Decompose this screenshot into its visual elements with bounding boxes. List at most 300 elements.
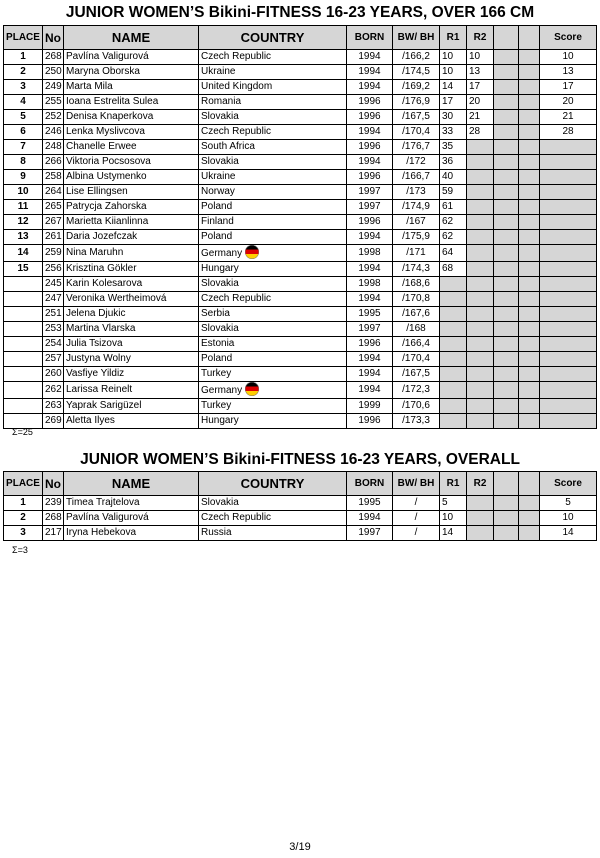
bw-cell-text: /168,6 — [402, 278, 430, 289]
bw-cell-text: /172 — [406, 156, 426, 167]
place-cell-text: 1 — [20, 497, 26, 508]
born-cell — [347, 352, 393, 367]
place-cell — [4, 110, 43, 125]
empty-cell — [519, 337, 540, 352]
born-cell — [347, 125, 393, 140]
r1-cell — [440, 50, 467, 65]
bw-cell — [393, 230, 440, 245]
score-cell — [540, 245, 597, 262]
section1-total: Σ=25 — [12, 427, 33, 437]
born-cell-text: 1996 — [358, 96, 381, 107]
bw-cell-text: /170,4 — [402, 126, 430, 137]
name-cell-text: Marta Mila — [66, 81, 113, 92]
empty-cell — [519, 511, 540, 526]
born-cell-text: 1994 — [358, 368, 381, 379]
score-cell-text: 21 — [562, 111, 574, 122]
score-cell — [540, 65, 597, 80]
country-cell — [199, 65, 347, 80]
bw-cell-text: /169,2 — [402, 81, 430, 92]
empty-cell — [519, 367, 540, 382]
country-cell-text: Serbia — [201, 308, 230, 319]
r1-cell-text: 61 — [442, 201, 454, 212]
bw-cell — [393, 399, 440, 414]
score-cell — [540, 511, 597, 526]
number-cell-text: 264 — [45, 186, 62, 197]
bw-cell-text: /167 — [406, 216, 426, 227]
place-cell — [4, 262, 43, 277]
header-country: COUNTRY — [199, 472, 347, 496]
number-cell-text: 246 — [45, 126, 62, 137]
empty-cell — [494, 50, 519, 65]
r2-cell — [467, 414, 494, 429]
number-cell — [43, 95, 64, 110]
bw-cell — [393, 277, 440, 292]
r1-cell — [440, 496, 467, 511]
page-number: 3/19 — [289, 841, 311, 853]
r2-cell — [467, 185, 494, 200]
number-cell-text: 257 — [45, 353, 62, 364]
number-cell-text: 239 — [45, 497, 62, 508]
score-cell — [540, 337, 597, 352]
header-born: BORN — [347, 26, 393, 50]
born-cell — [347, 230, 393, 245]
empty-cell — [519, 352, 540, 367]
r1-cell — [440, 155, 467, 170]
r2-cell — [467, 170, 494, 185]
name-cell — [64, 65, 199, 80]
born-cell-text: 1994 — [358, 66, 381, 77]
r2-cell-text: 17 — [469, 81, 481, 92]
place-cell — [4, 337, 43, 352]
score-cell — [540, 526, 597, 541]
r1-cell-text: 5 — [442, 497, 448, 508]
country-cell-text: Slovakia — [201, 156, 239, 167]
empty-cell — [494, 185, 519, 200]
number-cell-text: 255 — [45, 96, 62, 107]
name-cell — [64, 292, 199, 307]
name-cell — [64, 307, 199, 322]
r1-cell — [440, 337, 467, 352]
score-cell — [540, 292, 597, 307]
r1-cell — [440, 307, 467, 322]
score-cell — [540, 215, 597, 230]
place-cell-text: 4 — [20, 96, 26, 107]
r1-cell — [440, 367, 467, 382]
name-cell-text: Daria Jozefczak — [66, 231, 138, 242]
number-cell — [43, 337, 64, 352]
table-row — [4, 170, 597, 185]
bw-cell-text: /174,5 — [402, 66, 430, 77]
empty-cell — [494, 526, 519, 541]
bw-cell — [393, 125, 440, 140]
r1-cell — [440, 292, 467, 307]
number-cell-text: 268 — [45, 512, 62, 523]
name-cell — [64, 50, 199, 65]
r1-cell — [440, 110, 467, 125]
country-cell — [199, 511, 347, 526]
score-cell-text: 5 — [565, 497, 571, 508]
bw-cell-text: /176,9 — [402, 96, 430, 107]
empty-cell — [519, 155, 540, 170]
number-cell — [43, 277, 64, 292]
empty-cell — [519, 526, 540, 541]
born-cell-text: 1997 — [358, 186, 381, 197]
name-cell — [64, 140, 199, 155]
name-cell — [64, 277, 199, 292]
name-cell-text: Jelena Djukic — [66, 308, 126, 319]
bw-cell — [393, 367, 440, 382]
header-no: No — [43, 26, 64, 50]
country-cell — [199, 215, 347, 230]
empty-cell — [494, 245, 519, 262]
country-cell — [199, 337, 347, 352]
r2-cell — [467, 65, 494, 80]
name-cell — [64, 399, 199, 414]
bw-cell — [393, 245, 440, 262]
number-cell-text: 262 — [45, 384, 62, 395]
table-row — [4, 277, 597, 292]
bw-cell-text: /176,7 — [402, 141, 430, 152]
table-row — [4, 215, 597, 230]
country-cell — [199, 200, 347, 215]
country-cell — [199, 80, 347, 95]
born-cell — [347, 65, 393, 80]
number-cell — [43, 50, 64, 65]
r1-cell-text: 14 — [442, 527, 454, 538]
country-cell-text: Poland — [201, 201, 233, 212]
header-country: COUNTRY — [199, 26, 347, 50]
r2-cell — [467, 215, 494, 230]
number-cell — [43, 414, 64, 429]
r1-cell-text: 10 — [442, 512, 454, 523]
name-cell-text: Iryna Hebekova — [66, 527, 137, 538]
place-cell — [4, 496, 43, 511]
number-cell — [43, 307, 64, 322]
score-cell-text: 14 — [562, 527, 574, 538]
r1-cell — [440, 382, 467, 399]
score-cell — [540, 382, 597, 399]
number-cell — [43, 215, 64, 230]
empty-cell — [519, 95, 540, 110]
bw-cell-text: /174,9 — [402, 201, 430, 212]
name-cell — [64, 352, 199, 367]
header-row — [4, 472, 597, 496]
empty-cell — [519, 200, 540, 215]
empty-cell — [494, 352, 519, 367]
bw-cell — [393, 80, 440, 95]
empty-cell — [519, 230, 540, 245]
header-empty-1 — [494, 472, 519, 496]
bw-cell-text: /167,5 — [402, 368, 430, 379]
empty-cell — [519, 496, 540, 511]
number-cell-text: 266 — [45, 156, 62, 167]
section1-title: JUNIOR WOMEN’S Bikini-FITNESS 16-23 YEARS, OVER 166 CM — [65, 4, 535, 21]
r1-cell — [440, 95, 467, 110]
r2-cell — [467, 140, 494, 155]
born-cell-text: 1997 — [358, 323, 381, 334]
name-cell-text: Karin Kolesarova — [66, 278, 143, 289]
empty-cell — [519, 262, 540, 277]
country-cell-text: Czech Republic — [201, 126, 272, 137]
r2-cell — [467, 50, 494, 65]
name-cell — [64, 496, 199, 511]
empty-cell — [494, 155, 519, 170]
name-cell-text: Pavlína Valigurová — [66, 51, 149, 62]
place-cell — [4, 526, 43, 541]
name-cell-text: Larissa Reinelt — [66, 384, 133, 395]
born-cell — [347, 50, 393, 65]
name-cell-text: Pavlína Valigurová — [66, 512, 149, 523]
r2-cell — [467, 511, 494, 526]
country-cell — [199, 496, 347, 511]
number-cell — [43, 352, 64, 367]
section2-title: JUNIOR WOMEN’S Bikini-FITNESS 16-23 YEARS, OVERALL — [80, 451, 520, 468]
empty-cell — [494, 140, 519, 155]
r1-cell — [440, 65, 467, 80]
place-cell — [4, 50, 43, 65]
r2-cell-text: 13 — [469, 66, 481, 77]
score-cell — [540, 496, 597, 511]
bw-cell-text: /166,7 — [402, 171, 430, 182]
country-cell-text: Slovakia — [201, 111, 239, 122]
empty-cell — [519, 277, 540, 292]
number-cell — [43, 322, 64, 337]
header-bw: BW/ BH — [393, 472, 440, 496]
r1-cell — [440, 322, 467, 337]
number-cell-text: 248 — [45, 141, 62, 152]
score-cell — [540, 352, 597, 367]
number-cell-text: 251 — [45, 308, 62, 319]
name-cell-text: Krisztina Gökler — [66, 263, 137, 274]
place-cell-text: 11 — [17, 201, 29, 212]
number-cell-text: 260 — [45, 368, 62, 379]
born-cell-text: 1994 — [358, 156, 381, 167]
born-cell-text: 1994 — [358, 51, 381, 62]
name-cell — [64, 125, 199, 140]
header-place: PLACE — [4, 26, 43, 50]
place-cell-text: 15 — [17, 263, 29, 274]
country-cell — [199, 110, 347, 125]
bw-cell — [393, 170, 440, 185]
country-cell-text: Ukraine — [201, 171, 236, 182]
name-cell — [64, 230, 199, 245]
empty-cell — [519, 185, 540, 200]
score-cell — [540, 230, 597, 245]
number-cell — [43, 292, 64, 307]
born-cell-text: 1998 — [358, 247, 381, 258]
born-cell-text: 1996 — [358, 415, 381, 426]
place-cell — [4, 215, 43, 230]
germany-flag-icon — [245, 382, 259, 396]
header-name: NAME — [64, 472, 199, 496]
country-cell — [199, 367, 347, 382]
born-cell — [347, 511, 393, 526]
r1-cell-text: 17 — [442, 96, 454, 107]
bw-cell — [393, 307, 440, 322]
place-cell-text: 6 — [20, 126, 26, 137]
country-cell — [199, 292, 347, 307]
empty-cell — [494, 337, 519, 352]
empty-cell — [519, 65, 540, 80]
score-cell — [540, 125, 597, 140]
country-cell — [199, 262, 347, 277]
empty-cell — [494, 511, 519, 526]
header-score: Score — [540, 26, 597, 50]
country-cell-text: Turkey — [201, 400, 232, 411]
name-cell-text: Martina Vlarska — [66, 323, 136, 334]
r2-cell — [467, 292, 494, 307]
born-cell — [347, 170, 393, 185]
empty-cell — [519, 245, 540, 262]
r2-cell — [467, 526, 494, 541]
name-cell-text: Vasfiye Yildiz — [66, 368, 125, 379]
born-cell — [347, 95, 393, 110]
place-cell-text: 2 — [20, 66, 26, 77]
born-cell — [347, 399, 393, 414]
bw-cell-text: /170,6 — [402, 400, 430, 411]
bw-cell — [393, 95, 440, 110]
r1-cell-text: 35 — [442, 141, 454, 152]
place-cell — [4, 292, 43, 307]
bw-cell-text: /173,3 — [402, 415, 430, 426]
born-cell-text: 1995 — [358, 308, 381, 319]
r1-cell — [440, 80, 467, 95]
r2-cell — [467, 245, 494, 262]
bw-cell — [393, 140, 440, 155]
name-cell-text: Veronika Wertheimová — [66, 293, 167, 304]
score-cell — [540, 50, 597, 65]
place-cell-text: 9 — [20, 171, 26, 182]
country-cell — [199, 414, 347, 429]
r1-cell-text: 10 — [442, 66, 454, 77]
country-cell-text: Hungary — [201, 415, 239, 426]
country-cell-text: Romania — [201, 96, 242, 107]
name-cell — [64, 185, 199, 200]
country-cell-text: Norway — [201, 186, 235, 197]
r2-cell — [467, 262, 494, 277]
number-cell — [43, 526, 64, 541]
number-cell-text: 261 — [45, 231, 62, 242]
name-cell — [64, 526, 199, 541]
bw-cell — [393, 65, 440, 80]
table-row — [4, 262, 597, 277]
r2-cell — [467, 382, 494, 399]
bw-cell — [393, 155, 440, 170]
country-cell — [199, 155, 347, 170]
score-cell-text: 17 — [562, 81, 574, 92]
empty-cell — [494, 307, 519, 322]
table-row — [4, 322, 597, 337]
r1-cell — [440, 414, 467, 429]
place-cell — [4, 200, 43, 215]
born-cell-text: 1998 — [358, 278, 381, 289]
r1-cell-text: 36 — [442, 156, 454, 167]
table-row — [4, 95, 597, 110]
r1-cell-text: 62 — [442, 231, 454, 242]
number-cell — [43, 65, 64, 80]
bw-cell-text: /166,4 — [402, 338, 430, 349]
number-cell-text: 217 — [45, 527, 62, 538]
r2-cell — [467, 496, 494, 511]
header-r1: R1 — [440, 472, 467, 496]
place-cell-text: 10 — [17, 186, 29, 197]
place-cell-text: 3 — [20, 527, 26, 538]
name-cell — [64, 414, 199, 429]
country-cell-text: Czech Republic — [201, 512, 272, 523]
number-cell — [43, 140, 64, 155]
bw-cell-text: /172,3 — [402, 384, 430, 395]
name-cell-text: Justyna Wolny — [66, 353, 131, 364]
header-r2: R2 — [467, 472, 494, 496]
number-cell — [43, 110, 64, 125]
place-cell — [4, 230, 43, 245]
empty-cell — [519, 80, 540, 95]
empty-cell — [494, 95, 519, 110]
country-cell — [199, 140, 347, 155]
r1-cell — [440, 200, 467, 215]
born-cell — [347, 322, 393, 337]
name-cell — [64, 170, 199, 185]
place-cell — [4, 80, 43, 95]
country-cell — [199, 526, 347, 541]
born-cell-text: 1994 — [358, 81, 381, 92]
r1-cell — [440, 399, 467, 414]
table-row — [4, 110, 597, 125]
born-cell-text: 1999 — [358, 400, 381, 411]
r1-cell — [440, 140, 467, 155]
empty-cell — [494, 382, 519, 399]
born-cell — [347, 155, 393, 170]
r2-cell — [467, 95, 494, 110]
country-cell-text: Poland — [201, 353, 233, 364]
name-cell-text: Patrycja Zahorska — [66, 201, 147, 212]
number-cell — [43, 496, 64, 511]
r2-cell — [467, 200, 494, 215]
r2-cell — [467, 337, 494, 352]
number-cell-text: 258 — [45, 171, 62, 182]
bw-cell-text: /173 — [406, 186, 426, 197]
born-cell — [347, 292, 393, 307]
place-cell — [4, 170, 43, 185]
r2-cell — [467, 322, 494, 337]
born-cell-text: 1994 — [358, 512, 381, 523]
number-cell-text: 259 — [45, 247, 62, 258]
table-row — [4, 80, 597, 95]
place-cell — [4, 367, 43, 382]
bw-cell — [393, 511, 440, 526]
country-cell — [199, 50, 347, 65]
number-cell-text: 263 — [45, 400, 62, 411]
place-cell — [4, 140, 43, 155]
place-cell — [4, 322, 43, 337]
bw-cell-text: /171 — [406, 247, 426, 258]
name-cell — [64, 215, 199, 230]
header-born: BORN — [347, 472, 393, 496]
r2-cell — [467, 125, 494, 140]
header-place: PLACE — [4, 472, 43, 496]
place-cell — [4, 65, 43, 80]
r1-cell-text: 40 — [442, 171, 454, 182]
bw-cell-text: /166,2 — [402, 51, 430, 62]
country-cell — [199, 95, 347, 110]
country-cell — [199, 382, 347, 399]
born-cell — [347, 414, 393, 429]
empty-cell — [519, 140, 540, 155]
r1-cell — [440, 125, 467, 140]
country-cell-text: Hungary — [201, 263, 239, 274]
born-cell-text: 1996 — [358, 171, 381, 182]
empty-cell — [494, 125, 519, 140]
